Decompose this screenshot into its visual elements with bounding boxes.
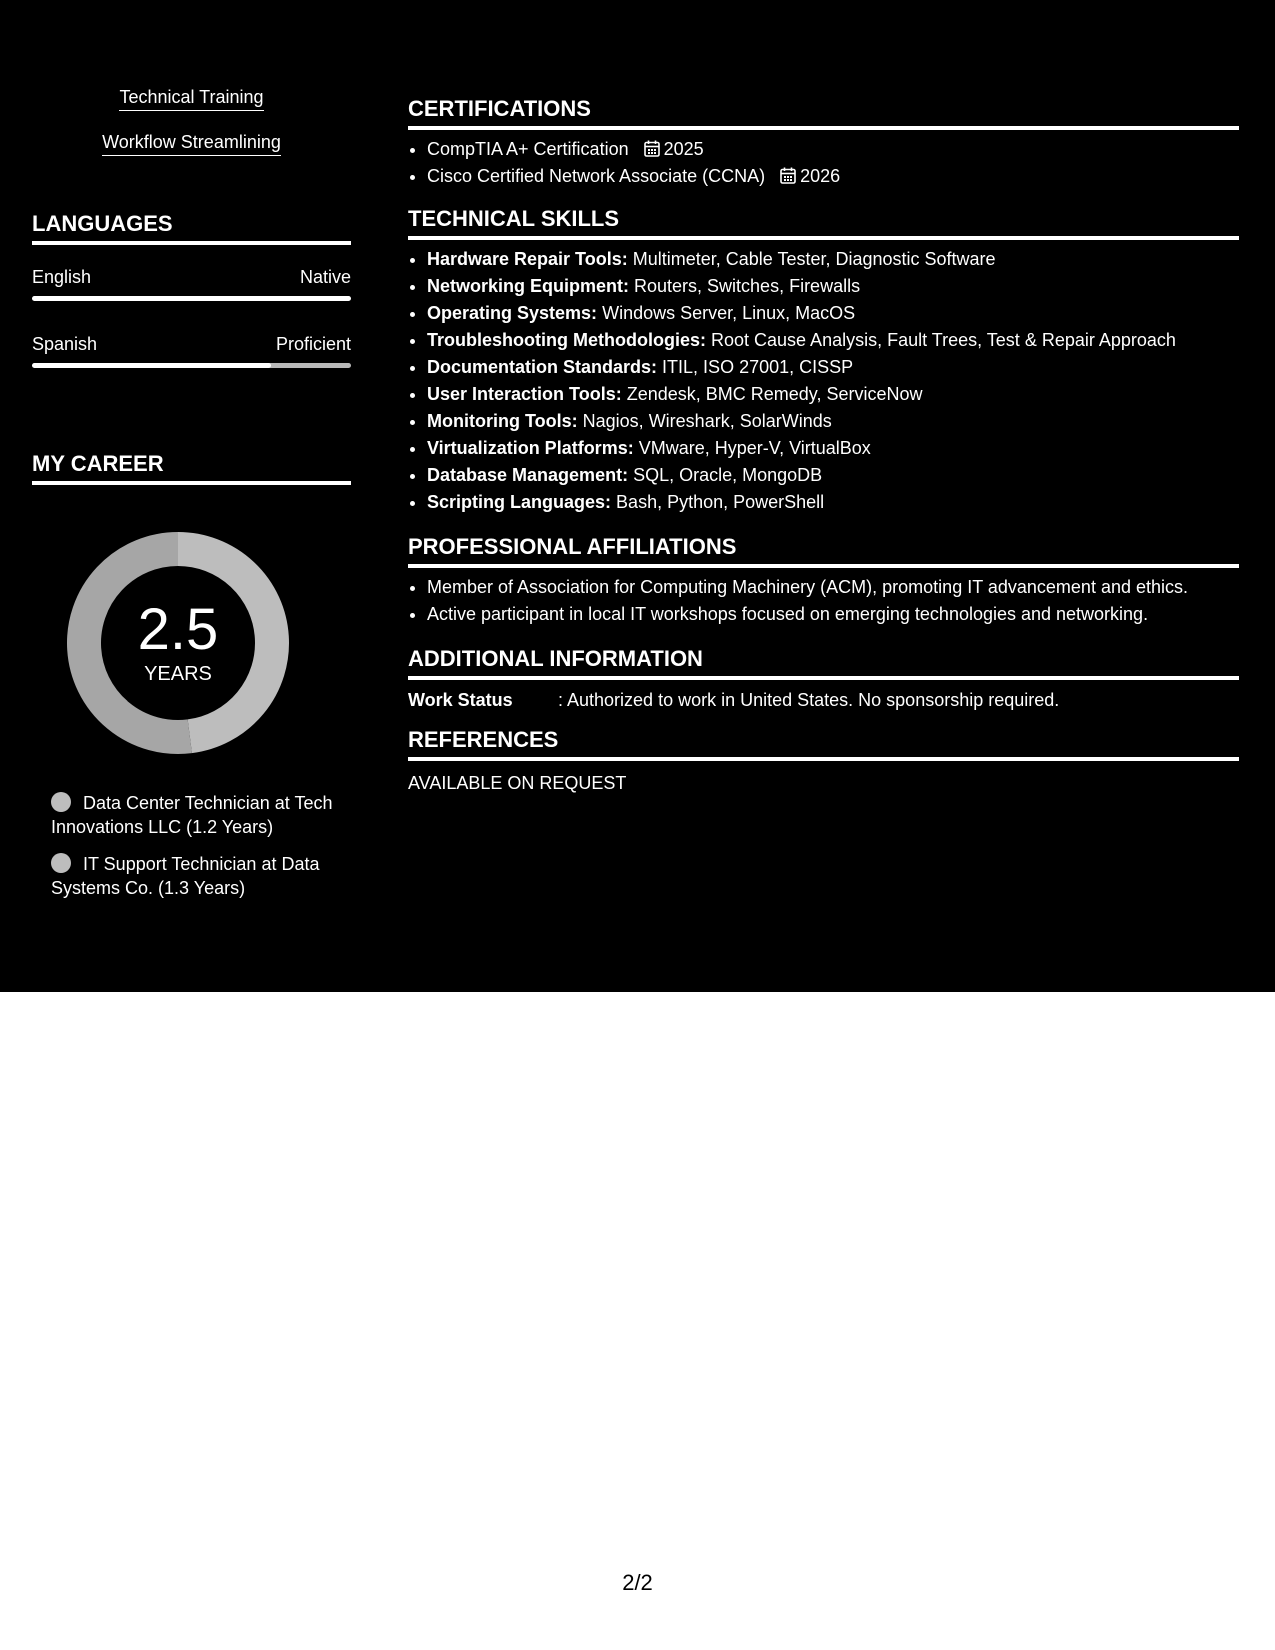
skill-value: Routers, Switches, Firewalls [634, 276, 861, 296]
skill-value: Multimeter, Cable Tester, Diagnostic Software [632, 249, 996, 269]
skill-label: Monitoring Tools: [427, 411, 578, 431]
career-title: MY CAREER [32, 451, 164, 476]
career-total-unit: YEARS [144, 663, 212, 685]
certification-year: 2026 [800, 166, 841, 186]
section-divider [32, 241, 351, 245]
skill-item [427, 462, 1239, 489]
career-legend [51, 791, 351, 913]
skill-link-workflow-streamlining[interactable]: Workflow Streamlining [102, 131, 281, 156]
technical-skills-section [408, 206, 1239, 516]
section-divider [408, 564, 1239, 568]
affiliations-section [408, 534, 1239, 628]
skill-value: Root Cause Analysis, Fault Trees, Test & Repair Approach [711, 330, 1176, 350]
skill-item [427, 408, 1239, 435]
calendar-icon [780, 167, 796, 184]
language-name: English [32, 267, 92, 287]
languages-section [32, 211, 351, 368]
additional-info-section [408, 646, 1239, 712]
skill-label: Operating Systems: [427, 303, 598, 323]
language-level-fill [32, 296, 351, 301]
skill-link-technical-training[interactable]: Technical Training [119, 86, 263, 111]
certification-item [427, 136, 1239, 163]
skill-value: Bash, Python, PowerShell [616, 492, 825, 512]
career-legend-label: Data Center Technician at Tech Innovations LLC (1.2 Years) [51, 793, 333, 837]
affiliation-item: • Member of Association for Computing Machinery (ACM), promoting IT advancement and ethics. [427, 574, 1239, 601]
career-legend-label: IT Support Technician at Data Systems Co. (1.3 Years) [51, 854, 320, 898]
references-title: REFERENCES [408, 727, 559, 752]
career-legend-item [51, 852, 351, 900]
section-divider [408, 236, 1239, 240]
calendar-icon [644, 140, 660, 157]
certification-name: Cisco Certified Network Associate (CCNA) [427, 166, 766, 186]
language-level: Proficient [275, 334, 351, 354]
skill-item [427, 489, 1239, 516]
language-spanish [32, 333, 351, 368]
affiliation-item: • Active participant in local IT workshops focused on emerging technologies and networking. [427, 601, 1239, 628]
section-divider [32, 481, 351, 485]
skill-label: Scripting Languages: [427, 492, 612, 512]
section-divider [408, 757, 1239, 761]
skill-label: Database Management: [427, 465, 629, 485]
affiliations-title: PROFESSIONAL AFFILIATIONS [408, 534, 737, 559]
skill-value: SQL, Oracle, MongoDB [633, 465, 823, 485]
skill-item [427, 354, 1239, 381]
skill-item [427, 273, 1239, 300]
language-level: Native [299, 267, 351, 287]
skill-item [427, 381, 1239, 408]
languages-title: LANGUAGES [32, 211, 173, 236]
skill-label: Documentation Standards: [427, 357, 658, 377]
skill-value: ITIL, ISO 27001, CISSP [662, 357, 854, 377]
skill-item [427, 435, 1239, 462]
section-divider [408, 676, 1239, 680]
language-english [32, 266, 351, 301]
skill-label: Networking Equipment: [427, 276, 629, 296]
skill-label: Virtualization Platforms: [427, 438, 634, 458]
certification-year: 2025 [663, 139, 704, 159]
work-status-value: : Authorized to work in United States. No sponsorship required. [558, 690, 1060, 710]
career-legend-item [51, 791, 351, 839]
references-section [408, 727, 1239, 795]
skill-label: User Interaction Tools: [427, 384, 622, 404]
section-divider [408, 126, 1239, 130]
skill-value: VMware, Hyper-V, VirtualBox [638, 438, 871, 458]
additional-info-title: ADDITIONAL INFORMATION [408, 646, 703, 671]
legend-dot-icon [51, 853, 71, 873]
certification-name: CompTIA A+ Certification [427, 139, 629, 159]
skill-value: Windows Server, Linux, MacOS [602, 303, 856, 323]
career-donut-chart [66, 531, 290, 755]
language-level-bar [32, 296, 351, 301]
certification-item [427, 163, 1239, 190]
skill-value: Nagios, Wireshark, SolarWinds [582, 411, 832, 431]
skill-links [32, 86, 351, 176]
skill-value: Zendesk, BMC Remedy, ServiceNow [626, 384, 923, 404]
career-total-value: 2.5 [137, 597, 219, 662]
skill-item [427, 300, 1239, 327]
language-name: Spanish [32, 334, 98, 354]
skill-item [427, 327, 1239, 354]
legend-dot-icon [51, 792, 71, 812]
skill-label: Hardware Repair Tools: [427, 249, 628, 269]
skill-label: Troubleshooting Methodologies: [427, 330, 706, 350]
career-section [32, 451, 351, 898]
language-level-fill [32, 363, 271, 368]
work-status-label: Work Status [408, 690, 513, 710]
references-text: AVAILABLE ON REQUEST [408, 773, 627, 793]
work-status-row [408, 688, 1239, 712]
certifications-section [408, 96, 1239, 190]
skill-item [427, 246, 1239, 273]
certifications-title: CERTIFICATIONS [408, 96, 591, 121]
page-number: 2/2 [622, 1570, 653, 1595]
technical-skills-title: TECHNICAL SKILLS [408, 206, 620, 231]
language-level-bar [32, 363, 351, 368]
